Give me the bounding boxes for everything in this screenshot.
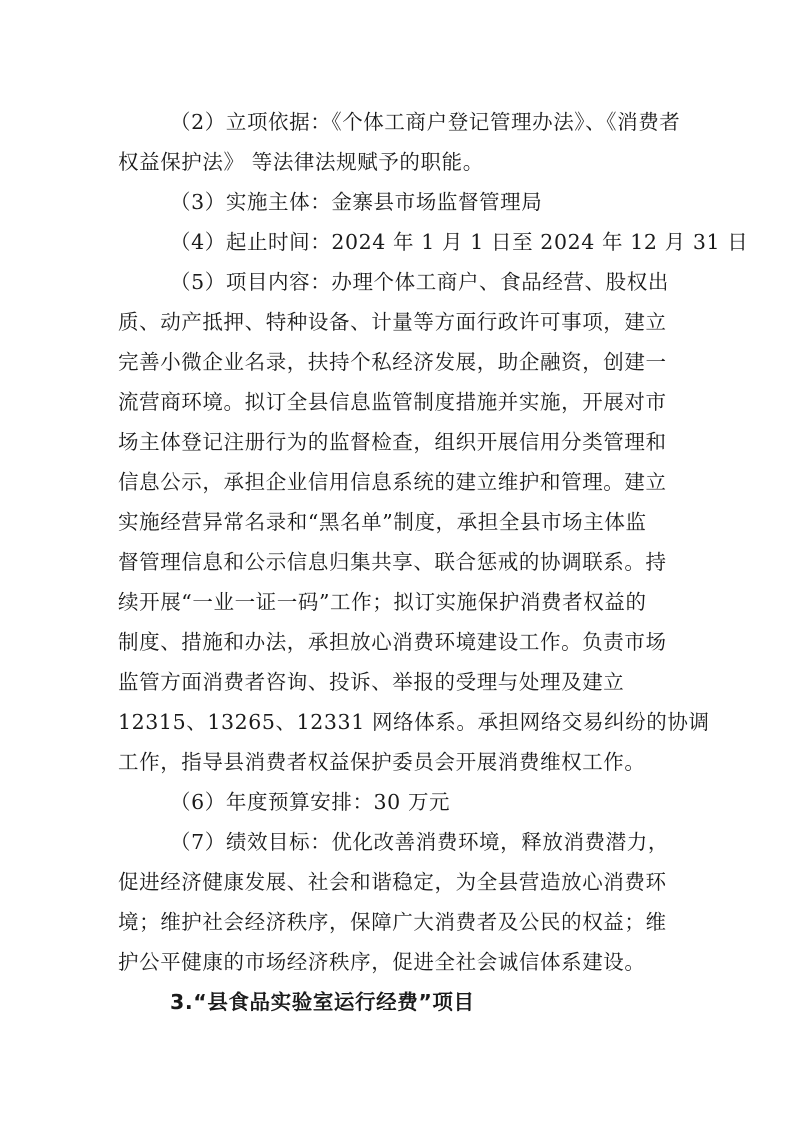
paragraph-line: 促进经济健康发展、社会和谐稳定，为全县营造放心消费环 [118,870,667,894]
paragraph-line: （4）起止时间：2024 年 1 月 1 日至 2024 年 12 月 31 日 [170,230,749,254]
paragraph-line: 督管理信息和公示信息归集共享、联合惩戒的协调联系。持 [118,550,667,574]
paragraph-line: （5）项目内容：办理个体工商户、食品经营、股权出 [170,270,669,294]
paragraph-line: （6）年度预算安排：30 万元 [170,790,451,814]
paragraph-line: 境；维护社会经济秩序，保障广大消费者及公民的权益；维 [118,910,667,934]
paragraph-line: 护公平健康的市场经济秩序，促进全社会诚信体系建设。 [118,950,646,974]
paragraph-line: 质、动产抵押、特种设备、计量等方面行政许可事项，建立 [118,310,667,334]
section-heading: 3.“县食品实验室运行经费”项目 [170,990,475,1014]
paragraph-line: 监管方面消费者咨询、投诉、举报的受理与处理及建立 [118,670,625,694]
paragraph-line: 工作，指导县消费者权益保护委员会开展消费维权工作。 [118,750,646,774]
paragraph-line: 信息公示，承担企业信用信息系统的建立维护和管理。建立 [118,470,667,494]
paragraph-line: （3）实施主体：金寨县市场监督管理局 [170,190,543,214]
paragraph-line: 场主体登记注册行为的监督检查，组织开展信用分类管理和 [118,430,667,454]
paragraph-line: （2）立项依据：《个体工商户登记管理办法》、《消费者 [170,110,681,134]
paragraph-line: 完善小微企业名录，扶持个私经济发展，助企融资，创建一 [118,350,667,374]
paragraph-line: 制度、措施和办法，承担放心消费环境建设工作。负责市场 [118,630,667,654]
paragraph-line: 流营商环境。拟订全县信息监管制度措施并实施，开展对市 [118,390,667,414]
paragraph-line: （7）绩效目标：优化改善消费环境，释放消费潜力， [170,830,669,854]
paragraph-line: 实施经营异常名录和“黑名单”制度，承担全县市场主体监 [118,510,647,534]
paragraph-line: 12315、13265、12331 网络体系。承担网络交易纠纷的协调 [118,710,710,734]
paragraph-line: 续开展“一业一证一码”工作；拟订实施保护消费者权益的 [118,590,647,614]
paragraph-line: 权益保护法》 等法律法规赋予的职能。 [118,150,484,174]
